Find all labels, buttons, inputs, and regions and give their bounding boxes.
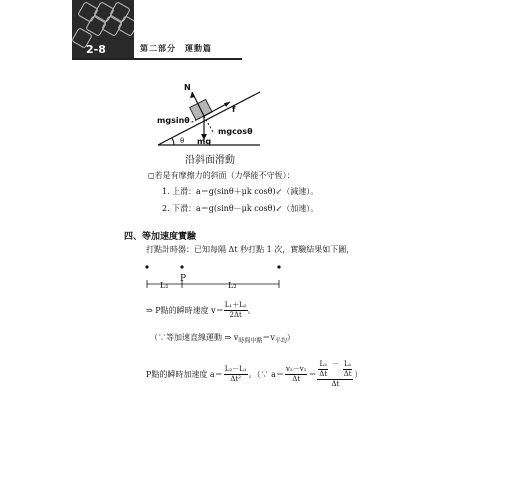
accel-numerator-2: v₂－v₁ [285,365,307,373]
uniform-note-end: ） [286,333,295,342]
mgcos-label: mgcosθ [218,127,253,136]
section4-heading: 四、等加速度實驗 [124,232,197,242]
page-number: 2-8 [86,43,106,56]
mgsin-label: mgsinθ [157,116,190,125]
section-title: 第二部分 運動篇 [140,44,212,53]
uniform-note-sub-midtime: 時間中點 [238,337,263,345]
accel-fraction-3 [317,360,353,389]
uniform-note-equals: ＝v [262,333,275,342]
case-intro: ◻若是有摩擦力的斜面（力學能不守恆）： [148,171,295,180]
accel-denominator: Δt² [230,375,241,383]
theta-label: θ [180,137,185,145]
accel-minus: － [331,360,339,368]
uniform-note [150,332,295,345]
accel-denominator-3: Δt [331,380,340,388]
accel-prefix: P點的瞬時加速度 a＝ [146,370,223,379]
inst-velocity-numerator: L₁＋L₂ [224,301,247,309]
uniform-note-sub-average: 平均 [274,337,287,345]
accel-fraction [224,365,248,384]
segment-l2-label: L₂ [228,281,237,290]
accel-fraction-2 [285,365,308,384]
accel-numerator: L₂－L₁ [224,365,247,373]
inst-velocity-denominator: 2Δt [229,311,242,319]
accel-inner-num-b: L₁ [343,360,352,368]
case-up-label: 1. 上滑： [162,187,197,196]
accel-mid: 。（∵ a＝ [248,370,284,379]
accel-inner-den-a: Δt [319,370,328,378]
case-up-formula: a＝g(sinθ＋μk cosθ)↙（減速）。 [196,187,319,196]
accel-compound-numerator [317,360,353,380]
accel-inner-fraction-a [318,360,327,379]
segment-l1-label: L₁ [160,281,169,290]
accel-end: ） [354,370,363,379]
friction-label: f [232,105,236,114]
inst-velocity-formula [146,301,256,320]
uniform-note-text: （∵等加速直線運動 ⇒ v [150,333,239,342]
mg-label: mg [197,137,212,146]
header-rule [72,58,242,60]
accel-inner-den-b: Δt [343,370,352,378]
inst-velocity-prefix: ⇒ P點的瞬時速度 v＝ [146,306,224,315]
normal-force-label: N [184,83,191,92]
case-down-formula: a＝g(sinθ－μk cosθ)↙（加速）。 [196,204,319,213]
accel-equals: ＝ [308,370,317,379]
point-p-label: P [180,274,187,284]
accel-denominator-2: Δt [292,375,301,383]
figure-caption: 沿斜面滑動 [185,155,235,166]
case-down-label: 2. 下滑： [162,204,197,213]
inst-velocity-suffix: 。 [247,306,256,315]
accel-inner-fraction-b [343,360,352,379]
accel-inner-num-a: L₂ [319,360,327,368]
inst-accel-formula [146,360,362,389]
timer-text: 打點計時器：已知每隔 Δt 秒打點 1 次，實驗結果如下圖， [146,245,355,254]
inst-velocity-fraction [224,301,248,320]
